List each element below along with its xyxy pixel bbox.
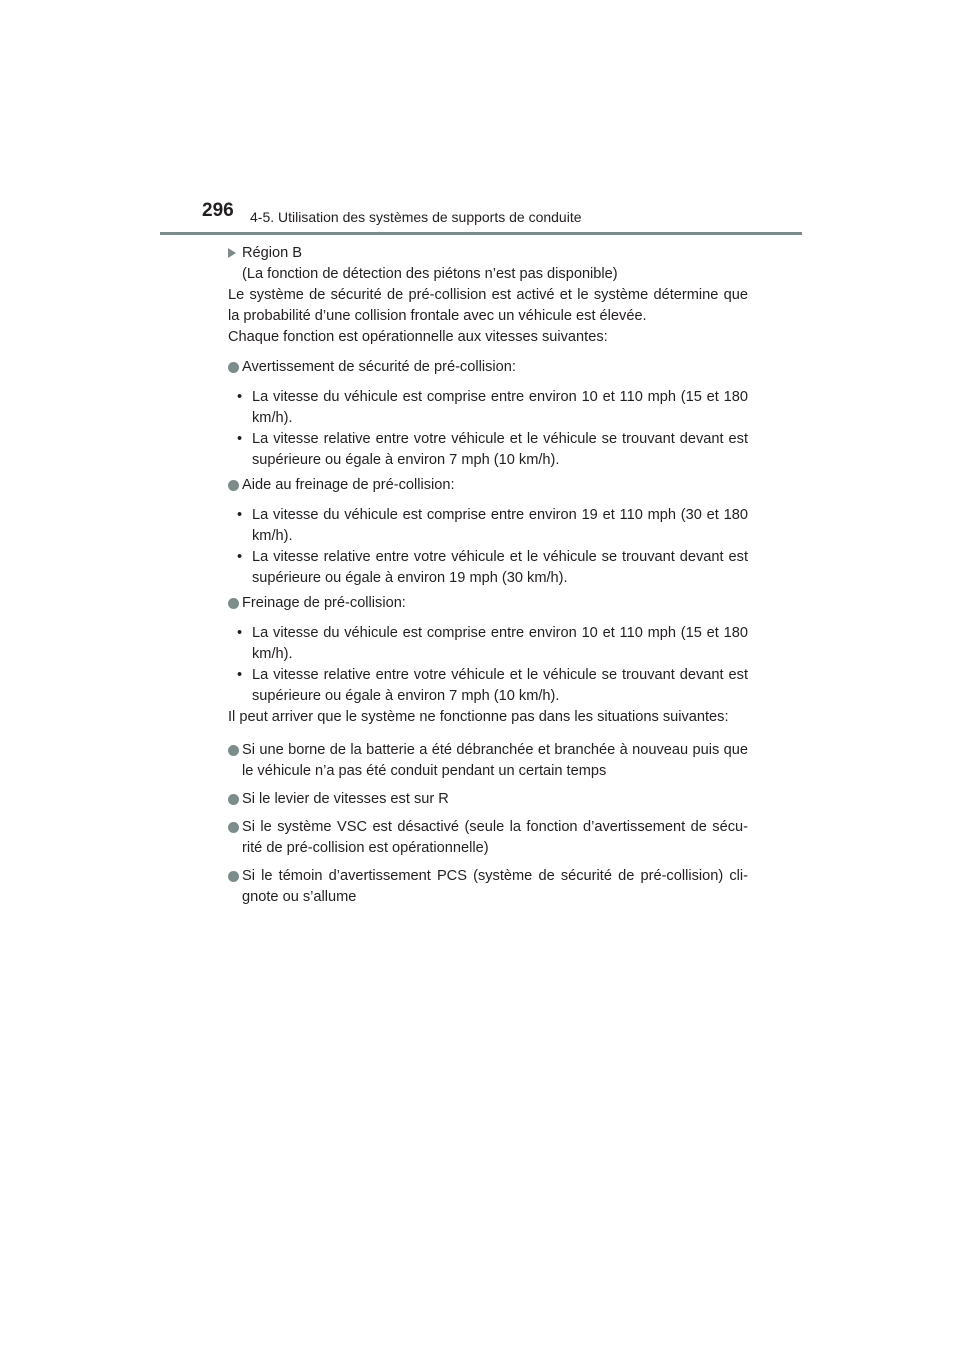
region-title: Région B [242,245,303,261]
function-item [228,357,748,378]
circle-bullet-icon [228,745,239,756]
function-subitem: • La vitesse du véhicule est comprise entre environ 10 et 110 mph (15 et 180 km/h). [228,623,748,665]
function-subitem: • La vitesse relative entre votre véhicule et le véhicule se trouvant devant est supérieure ou égale à environ 19 mph (30 km/h). [228,547,748,589]
function-sublist [228,623,748,707]
triangle-bullet-icon [228,248,236,258]
function-sublist [228,387,748,471]
intro-paragraph: Le système de sécurité de pré-collision est activé et le système détermine que la probabilité d’une collision frontale avec un véhicule est élevée. [228,287,748,324]
section-title: 4-5. Utilisation des systèmes de supports de conduite [250,209,582,225]
condition-item [228,789,748,810]
function-subitem: • La vitesse du véhicule est comprise entre environ 10 et 110 mph (15 et 180 km/h). [228,387,748,429]
circle-bullet-icon [228,598,239,609]
condition-text: Si le témoin d’avertissement PCS (système de sécurité de pré-collision) cli-gnote ou s’allume [242,868,748,905]
circle-bullet-icon [228,822,239,833]
function-subitem: • La vitesse du véhicule est comprise entre environ 19 et 110 mph (30 et 180 km/h). [228,505,748,547]
region-heading [228,243,748,264]
conditions-intro: Il peut arriver que le système ne fonctionne pas dans les situations suivantes: [228,709,729,725]
circle-bullet-icon [228,362,239,373]
function-subitem: • La vitesse relative entre votre véhicule et le véhicule se trouvant devant est supérieure ou égale à environ 7 mph (10 km/h). [228,665,748,707]
condition-item [228,740,748,782]
speeds-intro: Chaque fonction est opérationnelle aux vitesses suivantes: [228,329,608,345]
condition-text: Si le levier de vitesses est sur R [242,791,449,807]
circle-bullet-icon [228,794,239,805]
header-rule [160,232,802,235]
function-title: Avertissement de sécurité de pré-collision: [242,359,516,375]
function-item [228,475,748,496]
circle-bullet-icon [228,871,239,882]
function-sublist [228,505,748,589]
page-content [228,243,748,908]
condition-text: Si une borne de la batterie a été débranchée et branchée à nouveau puis que le véhicule n’a pas été conduit pendant un certain temps [242,742,748,779]
function-item [228,593,748,614]
page-number: 296 [202,200,234,221]
function-title: Aide au freinage de pré-collision: [242,477,455,493]
condition-item [228,817,748,859]
function-title: Freinage de pré-collision: [242,595,406,611]
circle-bullet-icon [228,480,239,491]
condition-item [228,866,748,908]
condition-text: Si le système VSC est désactivé (seule la fonction d’avertissement de sécu-rité de pré-collision est opérationnelle) [242,819,748,856]
function-subitem: • La vitesse relative entre votre véhicule et le véhicule se trouvant devant est supérieure ou égale à environ 7 mph (10 km/h). [228,429,748,471]
region-note: (La fonction de détection des piétons n’est pas disponible) [242,266,618,282]
